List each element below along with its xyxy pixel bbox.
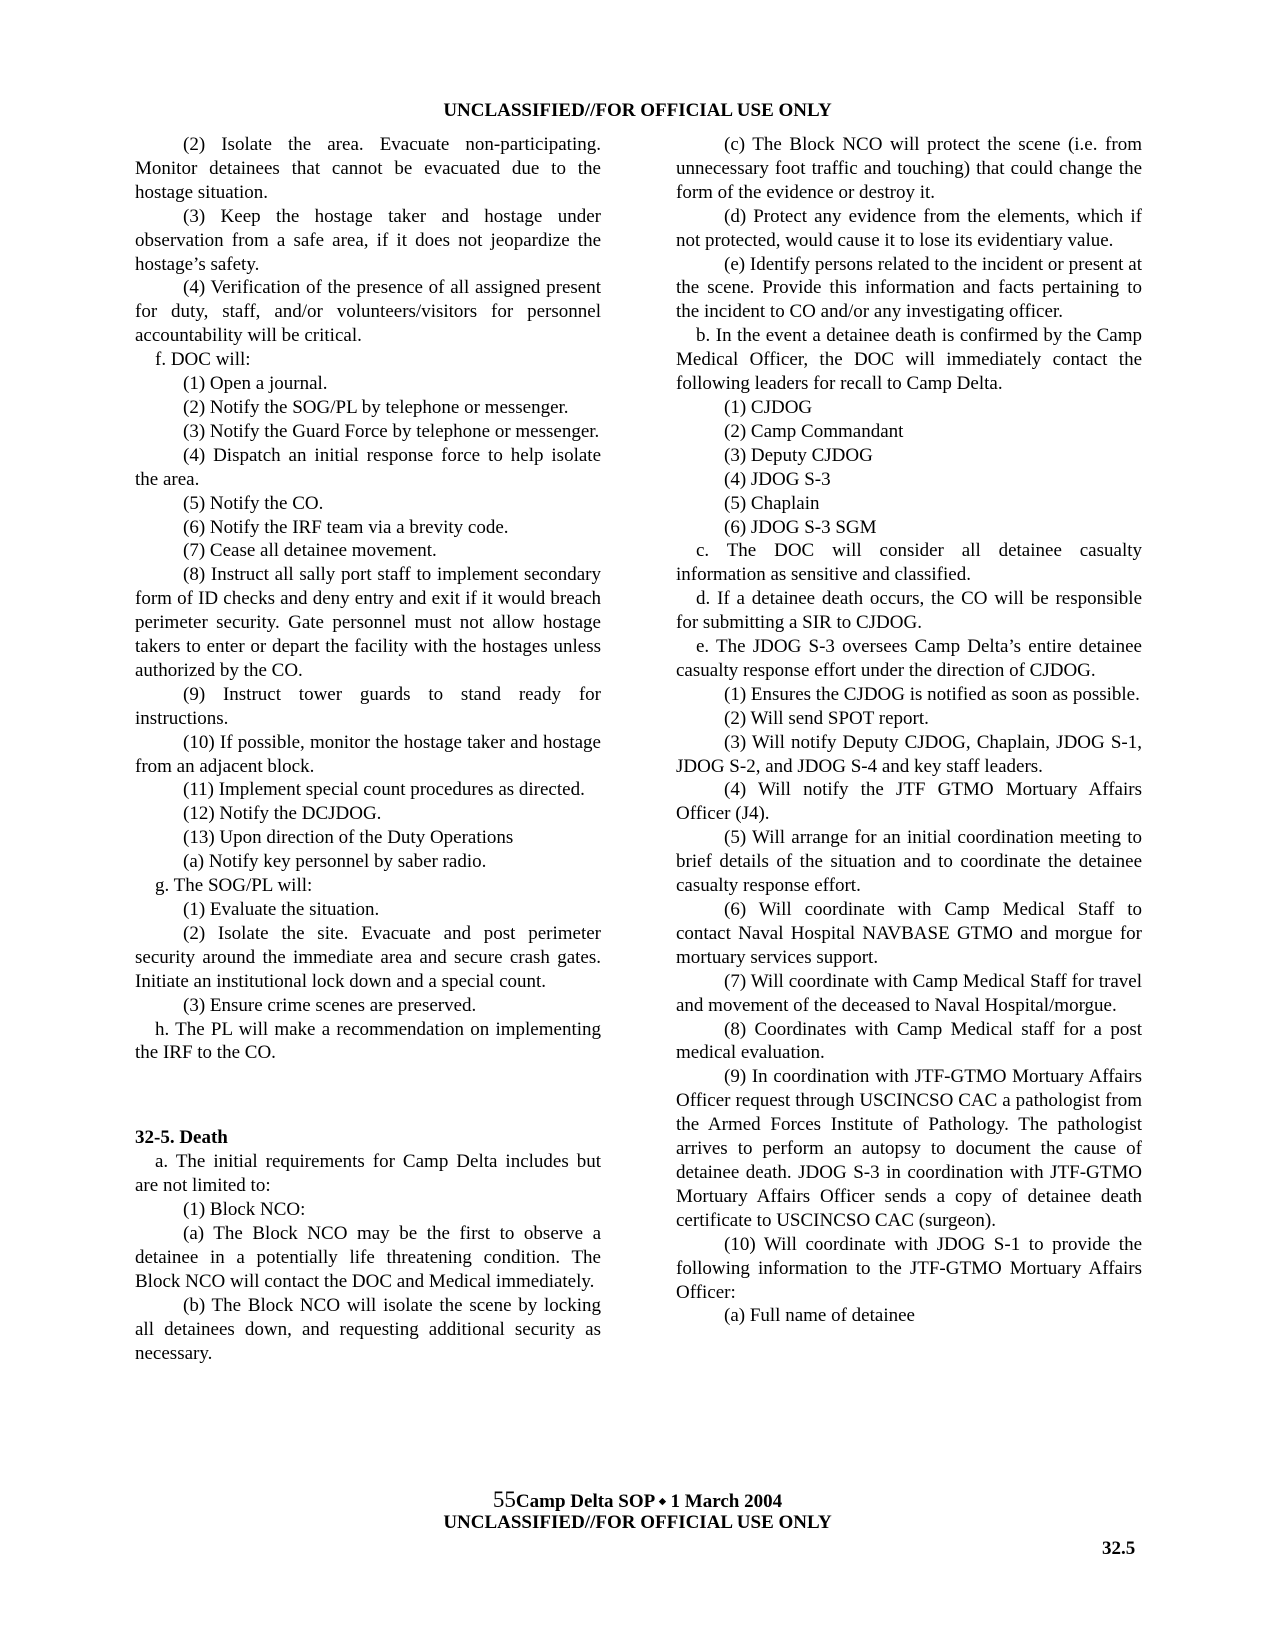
paragraph: (1) Ensures the CJDOG is notified as soon as possible. [724,683,1140,705]
classification-header: UNCLASSIFIED//FOR OFFICIAL USE ONLY [443,100,832,121]
paragraph: (2) Camp Commandant [724,420,904,442]
paragraph: (d) Protect any evidence from the elements, which if not protected, would cause it to lose its evidentiary value. [676,205,1142,251]
paragraph: e. The JDOG S-3 oversees Camp Delta’s entire detainee casualty response effort under the direction of CJDOG. [676,636,1142,681]
paragraph: (3) Keep the hostage taker and hostage under observation from a safe area, if it does not jeopardize the hostage’s safety. [135,205,601,275]
paragraph: d. If a detainee death occurs, the CO will be responsible for submitting a SIR to CJDOG. [676,588,1142,634]
paragraph: (13) Upon direction of the Duty Operations [183,827,514,849]
paragraph: (a) Notify key personnel by saber radio. [183,851,487,873]
paragraph: (5) Notify the CO. [183,492,324,514]
section-heading: 32-5. Death [135,1127,228,1149]
paragraph: (9) Instruct tower guards to stand ready for instructions. [135,683,601,729]
paragraph: (1) Block NCO: [183,1199,306,1221]
paragraph: (7) Will coordinate with Camp Medical Staff for travel and movement of the deceased to Naval Hospital/morgue. [676,970,1142,1016]
paragraph: (10) If possible, monitor the hostage taker and hostage from an adjacent block. [135,731,601,777]
paragraph: (9) In coordination with JTF-GTMO Mortuary Affairs Officer request through USCINCSO CAC a pathologist from the Armed Forces Institute of Pathology. The pathologist arrives to perform an autopsy to document the cause of detainee death. JDOG S-3 in coordination with JTF-GTMO Mortuary Affairs Officer sends a copy of detainee death certificate to USCINCSO CAC (surgeon). [676,1066,1142,1231]
paragraph: (4) Dispatch an initial response force to help isolate the area. [135,444,601,490]
paragraph: c. The DOC will consider all detainee casualty information as sensitive and classified. [676,540,1142,586]
paragraph: (2) Isolate the area. Evacuate non-participating. Monitor detainees that cannot be evacuated due to the hostage situation. [135,134,601,203]
paragraph: (a) Full name of detainee [724,1305,915,1327]
paragraph: (3) Ensure crime scenes are preserved. [183,994,477,1016]
paragraph: (1) Open a journal. [183,373,328,395]
paragraph: (11) Implement special count procedures as directed. [183,779,585,801]
paragraph: (2) Notify the SOG/PL by telephone or messenger. [183,396,569,418]
right-column [676,133,1142,1328]
paragraph-gap [135,1084,601,1107]
paragraph: (2) Will send SPOT report. [724,707,929,729]
paragraph: (12) Notify the DCJDOG. [183,803,382,825]
section-number: 32.5 [1102,1538,1136,1559]
paragraph: (6) Will coordinate with Camp Medical Staff to contact Naval Hospital NAVBASE GTMO and morgue for mortuary services support. [676,899,1142,968]
paragraph: (8) Coordinates with Camp Medical staff for a post medical evaluation. [676,1018,1142,1064]
paragraph: (7) Cease all detainee movement. [183,540,437,562]
paragraph: (4) Will notify the JTF GTMO Mortuary Affairs Officer (J4). [676,779,1142,825]
paragraph: (e) Identify persons related to the incident or present at the scene. Provide this information and facts pertaining to the incident to CO and/or any investigating officer. [676,253,1142,323]
paragraph: h. The PL will make a recommendation on implementing the IRF to the CO. [135,1018,601,1064]
paragraph: b. In the event a detainee death is confirmed by the Camp Medical Officer, the DOC will immediately contact the following leaders for recall to Camp Delta. [676,325,1142,395]
paragraph: (3) Will notify Deputy CJDOG, Chaplain, JDOG S-1, JDOG S-2, and JDOG S-4 and key staff leaders. [676,731,1142,777]
left-column [135,133,601,1365]
paragraph: (a) The Block NCO may be the first to observe a detainee in a potentially life threatening condition. The Block NCO will contact the DOC and Medical immediately. [135,1222,601,1292]
paragraph: (6) JDOG S-3 SGM [724,516,877,538]
paragraph: a. The initial requirements for Camp Delta includes but are not limited to: [135,1151,601,1197]
classification-footer: UNCLASSIFIED//FOR OFFICIAL USE ONLY [443,1512,832,1533]
paragraph: (6) Notify the IRF team via a brevity code. [183,516,509,538]
paragraph: g. The SOG/PL will: [155,875,313,897]
paragraph: (4) Verification of the presence of all assigned present for duty, staff, and/or volunteers/visitors for personnel accountability will be critical. [135,277,601,347]
paragraph: (c) The Block NCO will protect the scene (i.e. from unnecessary foot traffic and touching) that could change the form of the evidence or destroy it. [676,134,1142,203]
paragraph: (2) Isolate the site. Evacuate and post perimeter security around the immediate area and secure crash gates. Initiate an institutional lock down and a special count. [135,922,601,992]
page-number: 55 [492,1487,516,1512]
paragraph: (5) Chaplain [724,492,820,514]
paragraph: (10) Will coordinate with JDOG S-1 to provide the following information to the JTF-GTMO Mortuary Affairs Officer: [676,1233,1142,1303]
paragraph: (3) Deputy CJDOG [724,444,873,466]
paragraph: (5) Will arrange for an initial coordination meeting to brief details of the situation and to coordinate the detainee casualty response effort. [676,827,1142,897]
paragraph: f. DOC will: [155,349,251,371]
paragraph: (8) Instruct all sally port staff to implement secondary form of ID checks and deny entry and exit if it would breach perimeter security. Gate personnel must not allow hostage takers to enter or depart the facility with the hostages unless authorized by the CO. [135,564,601,681]
footer-title: Camp Delta SOP ⬩ 1 March 2004 [515,1491,783,1512]
footer-title-line [0,1487,1275,1513]
paragraph: (4) JDOG S-3 [724,468,831,490]
paragraph: (b) The Block NCO will isolate the scene by locking all detainees down, and requesting additional security as necessary. [135,1294,601,1364]
paragraph: (1) Evaluate the situation. [183,899,380,920]
paragraph: (1) CJDOG [724,396,813,418]
paragraph: (3) Notify the Guard Force by telephone or messenger. [183,420,600,442]
